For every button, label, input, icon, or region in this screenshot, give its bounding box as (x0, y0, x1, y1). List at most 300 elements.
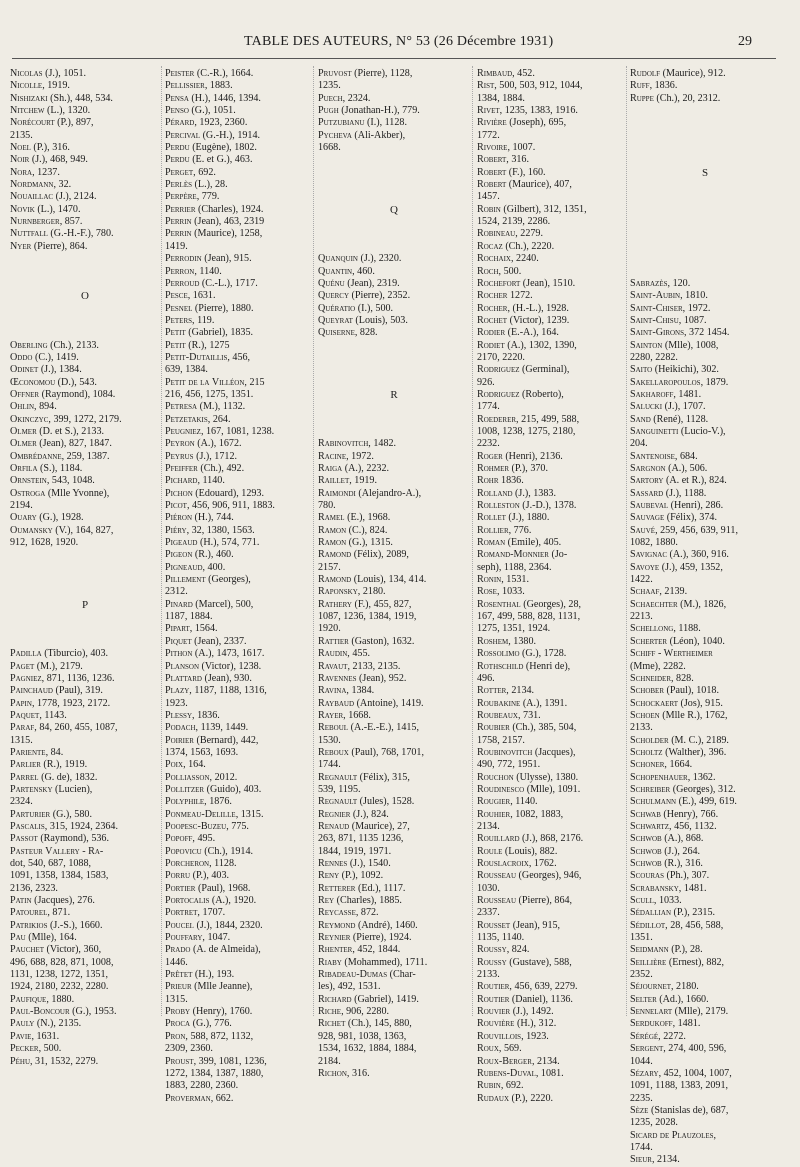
page-references: (Victor), 360, (44, 944, 102, 956)
author-name: Pellissier (165, 80, 205, 92)
spacer (318, 154, 470, 166)
index-entry (10, 352, 160, 364)
author-name: Ruff (630, 80, 650, 92)
index-entry (10, 932, 160, 944)
index-entry (630, 93, 780, 105)
page-references: (Antoine), 1419. (354, 697, 424, 709)
page-references: , 1810. (680, 290, 708, 302)
index-entry-continuation: 496. (477, 672, 495, 684)
index-entry (165, 204, 311, 216)
index-entry (10, 1031, 160, 1043)
page-references: , 1836. (192, 709, 220, 721)
page-references: (Ch.), 492. (197, 463, 245, 474)
author-name: Richard (318, 993, 352, 1005)
author-name: Robineau (477, 228, 516, 240)
page-references: , 1631. (31, 1030, 60, 1042)
index-entry (318, 586, 470, 598)
page-references: (J.-D.), 1378. (519, 500, 577, 512)
author-name: Podach (165, 722, 196, 734)
page-references: , 1664. (664, 759, 693, 771)
author-name: Ronin (477, 574, 502, 586)
index-entry-continuation: 1422. (630, 574, 653, 586)
page-references: (Mlle), 164. (25, 932, 77, 944)
page-references: , 215, 499, 588, (516, 413, 580, 425)
author-name: Putzubianu (318, 117, 365, 129)
page-references: (Stanislas de), 687, (648, 1104, 729, 1116)
index-entry (477, 574, 624, 586)
author-name: Roussy (477, 944, 507, 956)
index-entry (477, 228, 624, 240)
author-name: Rousseau (477, 870, 517, 882)
author-name: Passot (10, 833, 38, 845)
header-rule (12, 58, 776, 59)
page-references: , 731. (517, 709, 541, 721)
spacer (10, 327, 160, 339)
page-references: (P.), 2220. (509, 1092, 554, 1104)
author-name: Quercy (318, 290, 350, 302)
index-entry (630, 870, 780, 882)
author-name: Portier (165, 882, 196, 894)
page-references: (Heikichi), 302. (652, 364, 719, 376)
page-references: , 1876. (204, 796, 232, 808)
page-references: , 1362. (687, 771, 716, 783)
author-name: Rochefort (477, 277, 521, 289)
author-name: Sartory (630, 475, 664, 487)
index-entry (10, 68, 160, 80)
section-letter: P (81, 598, 89, 611)
page-references: , 2180. (357, 586, 386, 598)
index-entry (318, 488, 470, 500)
author-name: Rabinovitch (318, 438, 369, 450)
index-entry (477, 266, 624, 278)
page-references: , 1384. (346, 685, 375, 697)
author-name: Saint-Aubin (630, 290, 681, 302)
index-column-2 (165, 68, 311, 1104)
index-entry-continuation: 2135. (10, 129, 33, 141)
author-name: Perget (165, 166, 194, 178)
page-references: (J.), 1540. (347, 858, 391, 869)
page-references: , 857. (59, 216, 83, 228)
index-entry-continuation: 1883, 2280, 2360. (165, 1080, 239, 1092)
spacer (10, 574, 160, 586)
page-references: , 399, 1081, 1236, (193, 1055, 267, 1067)
page-references: , 259, 1387. (61, 450, 110, 462)
page-references: , 2324. (342, 92, 371, 104)
author-name: Pruvost (318, 68, 352, 79)
index-entry-continuation: 1087, 1236, 1384, 1919, (318, 611, 417, 623)
page-references: (Pierre), 1128, (351, 68, 413, 79)
index-entry (630, 475, 780, 487)
author-name: Schellong (630, 623, 674, 635)
page-references: (C.), 824. (346, 524, 388, 536)
page-references: , 1139, 1449. (195, 722, 249, 734)
page-references: (Ed.), 1117. (355, 882, 406, 894)
spacer (630, 154, 780, 166)
index-entry (165, 772, 311, 784)
index-entry-continuation: 1668. (318, 142, 341, 154)
page-references: (R.), 1275 (185, 339, 230, 351)
index-entry (10, 722, 160, 734)
page-references: (Paul), 1018. (664, 685, 719, 697)
author-name: Nouaillac (10, 191, 54, 203)
author-name: Prado (165, 944, 191, 956)
page-references: (L.), 28. (192, 179, 228, 191)
page-references: (Mlle), 1091. (524, 783, 581, 795)
index-entry-continuation: 1030. (477, 882, 500, 894)
page-references: , 452, 1004, 1007, (658, 1067, 732, 1079)
index-entry (10, 784, 160, 796)
author-name: Quénu (318, 277, 345, 289)
index-entry-continuation: 1235. (318, 80, 341, 92)
index-entry (10, 142, 160, 154)
index-entry-continuation: 2232. (477, 438, 500, 450)
index-entry (477, 537, 624, 549)
index-entry (165, 648, 311, 660)
index-entry-continuation: 1384, 1884. (477, 92, 525, 104)
page-references: (P.), 2315. (671, 907, 716, 919)
index-entry-continuation: 1744. (630, 1141, 653, 1153)
index-entry-continuation: 1315. (10, 734, 33, 746)
index-entry-continuation: 2134. (477, 820, 500, 832)
index-entry (165, 167, 311, 179)
spacer (10, 278, 160, 290)
page-references: , 1007. (507, 142, 536, 154)
page-references: (G.), 1051. (188, 105, 236, 117)
index-entry (10, 451, 160, 463)
page-references: , 1762. (528, 858, 557, 869)
author-name: Saubeval (630, 500, 669, 512)
author-name: Ostroga (10, 487, 46, 499)
author-name: Rougier (477, 796, 511, 808)
index-entry (630, 364, 780, 376)
page-references: (A.-E.-E.), 1415, (348, 722, 419, 734)
index-entry (477, 167, 624, 179)
author-name: Schwob (630, 833, 662, 845)
author-name: Pugh (318, 105, 339, 117)
author-name: Rocher (477, 290, 508, 302)
author-name: Sand (630, 413, 651, 425)
index-entry (318, 957, 470, 969)
page-references: (G.), 1728. (519, 648, 567, 660)
author-name: Rudolf (630, 68, 661, 79)
page-references: (Louis), 882. (502, 845, 558, 857)
author-name: Nicolas (10, 68, 43, 79)
author-name: Regnault (318, 796, 358, 808)
index-entry (477, 809, 624, 821)
page-references: , 456, 639, 2279. (509, 981, 578, 993)
page-references: (Henry), 1760. (190, 1006, 253, 1018)
author-name: Petit-Dutaillis (165, 351, 228, 363)
author-name: Sieur (630, 1154, 652, 1166)
author-name: Ravina (318, 685, 347, 697)
index-entry (477, 981, 624, 993)
author-name: Scull (630, 895, 654, 907)
author-name: Nicolle (10, 80, 43, 92)
index-entry (165, 821, 311, 833)
author-name: Porru (165, 870, 191, 882)
index-entry (165, 833, 311, 845)
index-entry (10, 241, 160, 253)
spacer (318, 241, 470, 253)
index-entry (165, 228, 311, 240)
index-entry (477, 142, 624, 154)
index-entry (630, 68, 780, 80)
page-references: , 1033. (653, 895, 682, 907)
index-entry (318, 105, 470, 117)
index-entry-continuation: 1091, 1358, 1384, 1583, (10, 870, 109, 882)
page-references: (J.), 1880. (505, 512, 550, 524)
index-entry-continuation: 1844, 1919, 1971. (318, 845, 392, 857)
index-entry (165, 1093, 311, 1105)
author-name: Schockaert (630, 697, 678, 709)
index-entry-continuation: 539, 1195. (318, 783, 361, 795)
section-letter: O (81, 290, 89, 303)
index-entry (630, 562, 780, 574)
index-entry-continuation: 2133. (477, 969, 500, 981)
index-entry (318, 549, 470, 561)
index-entry (10, 661, 160, 673)
spacer (630, 142, 780, 154)
page-references: , 871. (47, 907, 71, 919)
index-entry (630, 759, 780, 771)
index-entry (10, 1043, 160, 1055)
index-entry-continuation: 1419. (165, 240, 188, 252)
index-entry (477, 1056, 624, 1068)
page-references: (C.-L.), 1717. (199, 277, 258, 289)
page-references: , 399, 1272, 2179. (48, 413, 122, 425)
page-references: , 1187, 1188, 1316, (189, 685, 267, 697)
index-entry (318, 93, 470, 105)
author-name: Perrin (165, 216, 192, 228)
index-entry (165, 525, 311, 537)
index-entry (165, 500, 311, 512)
index-entry (630, 920, 780, 932)
author-name: Rousseau (477, 895, 517, 907)
index-entry-continuation: 928, 981, 1038, 1363, (318, 1030, 407, 1042)
page-references: (Ulysse), 1380. (513, 771, 579, 783)
index-entry (165, 907, 311, 919)
author-name: Pascalis (10, 820, 45, 832)
index-entry-continuation: 1082, 1880. (630, 537, 678, 549)
page-references: , 259, 456, 639, 911, (655, 524, 738, 536)
index-entry (477, 1031, 624, 1043)
author-name: Novik (10, 203, 35, 215)
author-name: Ravennes (318, 672, 357, 684)
page-references: , 1315. (235, 808, 264, 820)
author-name: Raybaud (318, 697, 355, 709)
page-references: , 316. (506, 154, 529, 166)
index-entry (165, 303, 311, 315)
spacer (318, 191, 470, 203)
author-name: Peyrus (165, 450, 194, 462)
index-entry (165, 1018, 311, 1030)
column-divider (313, 66, 314, 1016)
index-entry (165, 636, 311, 648)
index-entry (318, 932, 470, 944)
author-name: Roule (477, 845, 503, 857)
author-name: Ravaut (318, 660, 348, 672)
index-entry-continuation: 1530. (318, 734, 341, 746)
index-entry (630, 599, 780, 611)
page-references: (Lucien), (52, 783, 93, 795)
page-references: (D. et S.), 2133. (36, 425, 105, 437)
author-name: Patin (10, 895, 32, 907)
author-name: Padilla (10, 648, 42, 660)
index-entry-continuation: 263, 871, 1135 1236, (318, 833, 404, 845)
index-entry (318, 907, 470, 919)
page-references: (A.), 1920. (209, 895, 257, 907)
index-entry (477, 957, 624, 969)
author-name: Sérégé (630, 1030, 659, 1042)
index-entry (10, 685, 160, 697)
page-references: , 119. (192, 314, 215, 326)
index-entry (477, 512, 624, 524)
author-name: Pigeaud (165, 537, 198, 549)
index-entry (165, 426, 311, 438)
author-name: Rouchon (477, 771, 514, 783)
index-entry (318, 278, 470, 290)
index-entry (630, 796, 780, 808)
column-divider (626, 66, 627, 1016)
index-entry (165, 93, 311, 105)
index-entry (630, 710, 780, 722)
page-references: , 776. (508, 524, 532, 536)
spacer (630, 253, 780, 265)
author-name: Rollet (477, 512, 506, 524)
index-entry (630, 303, 780, 315)
page-references: (J.), 2124. (53, 191, 97, 203)
page-references: (A.), 1672. (194, 438, 242, 450)
page-references: (G.-H.), 1914. (200, 129, 261, 141)
index-entry-continuation: 2309, 2360. (165, 1043, 213, 1055)
page-references: , 452. (512, 68, 535, 79)
index-entry (630, 1018, 780, 1030)
index-entry (165, 1031, 311, 1043)
page-references: (C.-R.), 1664. (194, 68, 254, 79)
index-entry (630, 784, 780, 796)
author-name: Reynier (318, 932, 351, 944)
index-entry (318, 661, 470, 673)
page-references: , 872. (355, 907, 379, 919)
page-references: (Jean), 827, 1847. (36, 438, 112, 450)
index-entry (165, 475, 311, 487)
index-entry-continuation: 1374, 1563, 1693. (165, 746, 239, 758)
index-entry-continuation: 639, 1384. (165, 364, 208, 376)
index-entry (477, 846, 624, 858)
page-references: (Ch.), 20, 2312. (653, 92, 721, 104)
index-entry (477, 895, 624, 907)
page-references: (H.), 1446, 1394. (188, 92, 261, 104)
page-references: , 2272. (658, 1030, 686, 1042)
author-name: Orfila (10, 463, 38, 474)
index-entry (477, 525, 624, 537)
author-name: Pollitzer (165, 783, 205, 795)
page-references: (Ad.), 1660. (656, 993, 709, 1005)
author-name: Peters (165, 314, 193, 326)
author-name: Reboul (318, 722, 349, 734)
author-name: Pigneaud (165, 561, 203, 573)
page-references: 1272. (507, 290, 533, 302)
page-references: (Walther), 396. (662, 746, 727, 758)
author-name: Offner (10, 388, 40, 400)
index-entry (10, 698, 160, 710)
spacer (10, 562, 160, 574)
author-name: Scholder (630, 734, 669, 746)
page-references: (Léon), 1040. (667, 635, 725, 647)
author-name: Rouvière (477, 1018, 515, 1030)
index-entry (10, 117, 160, 129)
page-references: , 1237. (32, 166, 60, 178)
index-entry (165, 80, 311, 92)
index-entry (477, 389, 624, 401)
index-entry (477, 463, 624, 475)
index-entry (165, 981, 311, 993)
page-references: (I.), 500. (355, 302, 394, 314)
page-references: (Félix), 315, (357, 771, 410, 783)
index-entry (630, 525, 780, 537)
page-references: (Gabriel), 1835. (185, 327, 254, 339)
author-name: Saint-Chiser (630, 302, 683, 314)
page-references: (E.), 1968. (344, 512, 391, 524)
page-references: (Jean), 463, 2319 (191, 216, 265, 228)
index-entry (318, 451, 470, 463)
page-references: (Jules), 1528. (357, 796, 415, 808)
author-name: Ribadeau-Dumas (318, 969, 388, 981)
page-references: (E.), 499, 619. (676, 796, 737, 808)
index-entry (477, 1018, 624, 1030)
section-letter: Q (390, 203, 398, 216)
index-entry (165, 130, 311, 142)
author-name: Reny (318, 870, 340, 882)
spacer (318, 377, 470, 389)
section-letter: R (390, 388, 398, 401)
index-entry (318, 525, 470, 537)
index-entry-continuation: 1008, 1238, 1275, 2180, (477, 425, 576, 437)
index-entry (165, 154, 311, 166)
index-entry (318, 870, 470, 882)
index-entry (10, 710, 160, 722)
author-name: Parturier (10, 808, 51, 820)
page-references: (V.), 164, 827, (52, 524, 114, 536)
index-entry (10, 846, 160, 858)
index-entry (477, 117, 624, 129)
page-references: (A.), 1391. (520, 697, 568, 709)
author-name: Paquet (10, 709, 40, 721)
index-entry (165, 340, 311, 352)
page-references: (Jonathan-H.), 779. (338, 105, 420, 117)
index-entry (165, 414, 311, 426)
author-name: Nishizaki (10, 92, 48, 104)
index-entry (165, 315, 311, 327)
index-column-5 (630, 68, 780, 1166)
page-references: (Jacques), 276. (31, 895, 95, 907)
index-entry (318, 920, 470, 932)
page-references: (Henry), 766. (660, 808, 719, 820)
index-entry (477, 179, 624, 191)
index-entry (630, 586, 780, 598)
index-entry (165, 846, 311, 858)
page-references: (Ali-Akber), (351, 129, 406, 141)
page-references: , 1972. (682, 302, 711, 314)
author-name: Robin (477, 203, 501, 215)
index-entry (165, 488, 311, 500)
page-references: (Jean), 2319. (344, 277, 400, 289)
author-name: Schopenhauer (630, 771, 688, 783)
index-entry (477, 241, 624, 253)
spacer (630, 191, 780, 203)
author-name: Okinczyc (10, 413, 49, 425)
index-entry (477, 1043, 624, 1055)
